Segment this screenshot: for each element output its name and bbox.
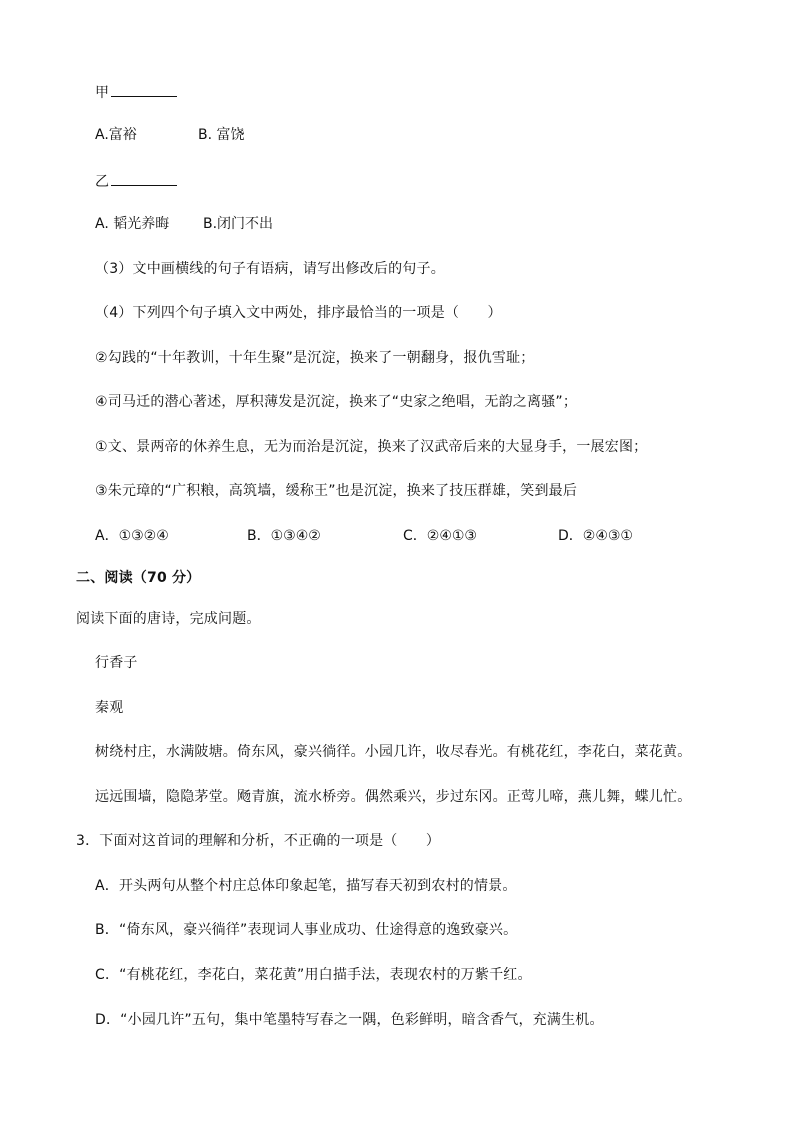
section-heading: 二、阅读（70 分）: [76, 570, 201, 586]
sentence-1: ①文、景两帝的休养生息，无为而治是沉淀，换来了汉武帝后来的大显身手，一展宏图；: [95, 439, 648, 455]
question-3-stem: 3．下面对这首词的理解和分析，不正确的一项是（ ）: [76, 833, 441, 849]
section-intro: 阅读下面的唐诗，完成问题。: [76, 611, 261, 627]
sentence-2: ②勾践的“十年教训，十年生聚”是沉淀，换来了一朝翻身，报仇雪耻；: [95, 350, 535, 366]
poem-line-2: 远远围墙，隐隐茅堂。飏青旗，流水桥旁。偶然乘兴，步过东冈。正莺儿啼，燕儿舞，蝶儿忙。: [95, 789, 692, 805]
poem-title: 行香子: [95, 655, 138, 671]
sentence-4: ④司马迁的潜心著述，厚积薄发是沉淀，换来了“史家之绝唱，无韵之离骚”；: [95, 394, 578, 410]
q3-option-d[interactable]: D．“小园几许”五句，集中笔墨特写春之一隅，色彩鲜明，暗含香气，充满生机。: [95, 1012, 604, 1028]
q4-option-d[interactable]: D．②④③①: [558, 528, 633, 544]
sentence-3: ③朱元璋的“广积粮，高筑墙，缓称王”也是沉淀，换来了技压群雄，笑到最后: [95, 483, 578, 499]
poem-author: 秦观: [95, 700, 124, 716]
jia-option-a[interactable]: A.富裕: [95, 127, 137, 143]
question-3-prompt: （3）文中画横线的句子有语病，请写出修改后的句子。: [95, 261, 445, 277]
poem-line-1: 树绕村庄，水满陂塘。倚东风，豪兴徜徉。小园几许，收尽春光。有桃花红，李花白，菜花黄。: [95, 744, 692, 760]
q3-option-a[interactable]: A．开头两句从整个村庄总体印象起笔，描写春天初到农村的情景。: [95, 878, 517, 894]
q3-option-c[interactable]: C．“有桃花红，李花白，菜花黄”用白描手法，表现农村的万紫千红。: [95, 967, 532, 983]
blank-yi-label: 乙: [95, 174, 110, 190]
question-4-prompt: （4）下列四个句子填入文中两处，排序最恰当的一项是（ ）: [95, 305, 502, 321]
q4-option-a[interactable]: A．①③②④: [95, 528, 169, 544]
q4-option-c[interactable]: C．②④①③: [403, 528, 477, 544]
yi-option-b[interactable]: B.闭门不出: [203, 216, 274, 232]
jia-option-b[interactable]: B. 富饶: [198, 127, 245, 143]
blank-jia-line: [95, 82, 177, 103]
blank-jia-label: 甲: [95, 85, 110, 101]
q4-option-b[interactable]: B．①③④②: [247, 528, 321, 544]
blank-jia-underline[interactable]: [111, 82, 177, 97]
blank-yi-line: [95, 171, 177, 192]
blank-yi-underline[interactable]: [111, 171, 177, 186]
q3-option-b[interactable]: B．“倚东风，豪兴徜徉”表现词人事业成功、仕途得意的逸致豪兴。: [95, 922, 518, 938]
yi-option-a[interactable]: A. 韬光养晦: [95, 216, 170, 232]
